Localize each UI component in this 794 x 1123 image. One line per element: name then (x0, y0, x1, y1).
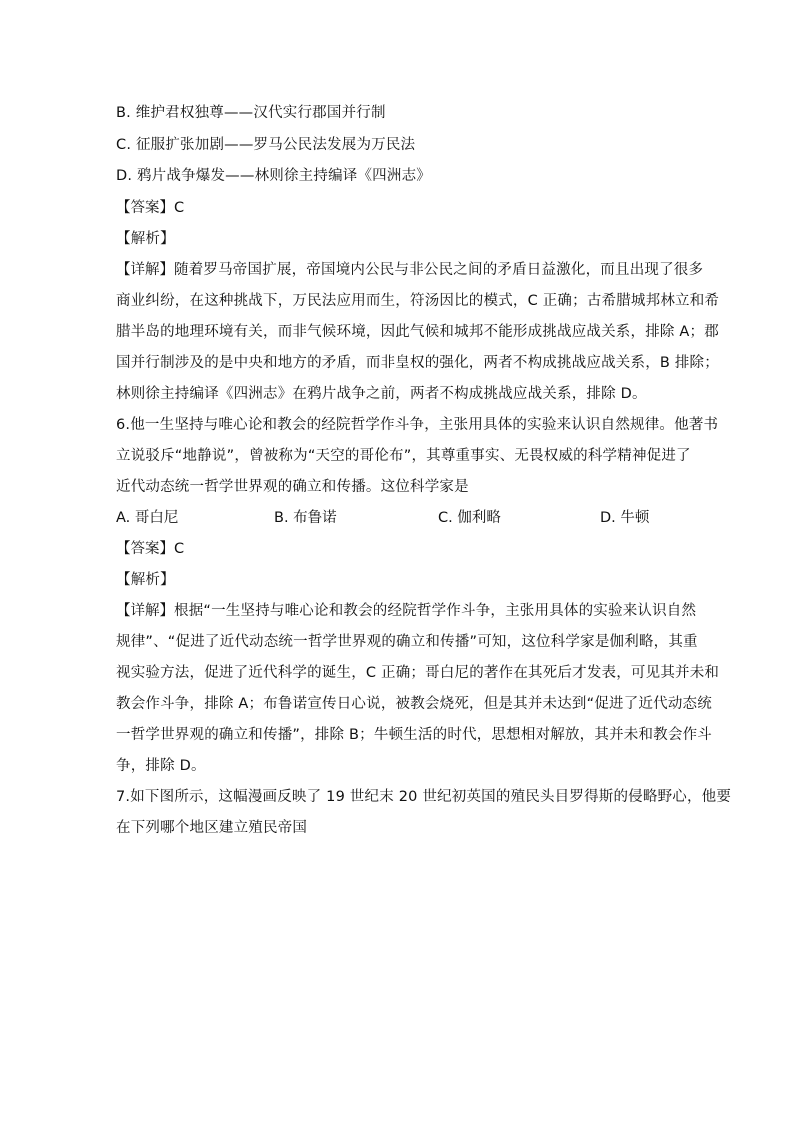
q5-option-b: B. 维护君权独尊——汉代实行郡国并行制 (116, 105, 386, 121)
q6-answer (116, 539, 686, 559)
q5-option-c: C. 征服扩张加剧——罗马公民法发展为万民法 (116, 137, 416, 153)
q5-analysis-tag: 【解析】 (116, 231, 175, 247)
q6-stem-line-2: 立说驳斥“地静说”，曾被称为“天空的哥伦布”，其尊重事实、无畏权威的科学精神促进了 (116, 448, 691, 464)
detail-text: 根据“一生坚持与唯心论和教会的经院哲学作斗争，主张用具体的实验来认识自然 (174, 603, 697, 619)
detail-tag: 【详解】 (116, 603, 174, 619)
q5-detail-line-2: 商业纠纷，在这种挑战下，万民法应用而生，符汤因比的模式，C 正确；古希腊城邦林立和希 (116, 293, 720, 309)
q6-detail-line-5: 一哲学世界观的确立和传播”，排除 B；牛顿生活的时代，思想相对解放，其并未和教会作斗 (116, 727, 712, 743)
q6-analysis-tag: 【解析】 (116, 572, 175, 588)
q7-stem-line-2: 在下列哪个地区建立殖民帝国 (116, 820, 308, 836)
answer-tag: 【答案】 (116, 200, 174, 216)
detail-tag: 【详解】 (116, 262, 174, 278)
q5-option-d: D. 鸦片战争爆发——林则徐主持编译《四洲志》 (116, 168, 431, 184)
q6-detail-line-2: 规律”、“促进了近代动态统一哲学世界观的确立和传播”可知，这位科学家是伽利略，其重 (116, 634, 698, 650)
q6-stem-line-3: 近代动态统一哲学世界观的确立和传播。这位科学家是 (116, 479, 469, 495)
q6-detail-line-4: 教会作斗争，排除 A；布鲁诺宣传日心说，被教会烧死，但是其并未达到“促进了近代动态统 (116, 696, 712, 712)
q6-option-b: B. 布鲁诺 (274, 510, 337, 526)
q5-detail-line-1 (116, 260, 704, 280)
q6-option-c: C. 伽利略 (438, 510, 501, 526)
q6-options (116, 508, 686, 528)
q6-stem-line-1: 6.他一生坚持与唯心论和教会的经院哲学作斗争，主张用具体的实验来认识自然规律。他著书 (116, 417, 719, 433)
q6-detail-line-3: 视实验方法，促进了近代科学的诞生，C 正确；哥白尼的著作在其死后才发表，可见其并未和 (116, 665, 720, 681)
q5-answer (116, 198, 686, 218)
q5-detail-line-5: 林则徐主持编译《四洲志》在鸦片战争之前，两者不构成挑战应战关系，排除 D。 (116, 386, 647, 402)
q6-option-a: A. 哥白尼 (116, 510, 179, 526)
detail-text: 随着罗马帝国扩展，帝国境内公民与非公民之间的矛盾日益激化，而且出现了很多 (174, 262, 704, 278)
q5-detail-line-3: 腊半岛的地理环境有关，而非气候环境，因此气候和城邦不能形成挑战应战关系，排除 A；郡 (116, 324, 719, 340)
answer-tag: 【答案】 (116, 541, 174, 557)
q6-option-d: D. 牛顿 (600, 510, 650, 526)
q6-detail-line-1 (116, 601, 697, 621)
answer-value: C (174, 200, 185, 216)
answer-value: C (174, 541, 185, 557)
q7-stem-line-1: 7.如下图所示，这幅漫画反映了 19 世纪末 20 世纪初英国的殖民头目罗得斯的侵略野心，他要 (116, 789, 732, 805)
q5-detail-line-4: 国并行制涉及的是中央和地方的矛盾，而非皇权的强化，两者不构成挑战应战关系，B 排除； (116, 355, 719, 371)
q6-detail-line-6: 争，排除 D。 (116, 758, 206, 774)
